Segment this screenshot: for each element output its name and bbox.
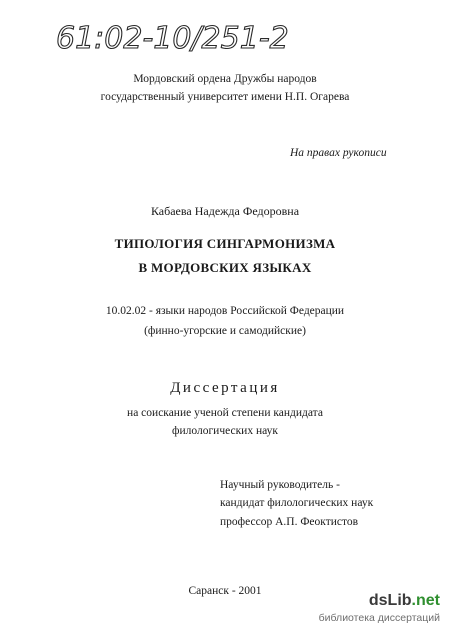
watermark-logo <box>369 592 440 610</box>
thesis-title-line-1: ТИПОЛОГИЯ СИНГАРМОНИЗМА <box>114 236 336 251</box>
advisor-degree: кандидат филологических наук <box>220 497 374 509</box>
degree-line-1: на соискание ученой степени кандидата <box>127 407 323 419</box>
watermark-net: .net <box>411 592 440 609</box>
institution-line-1: Мордовский ордена Дружбы народов <box>133 73 317 85</box>
manuscript-rights: На правах рукописи <box>290 147 387 159</box>
watermark-lib: Lib <box>387 592 412 609</box>
work-type-heading: Диссертация <box>170 380 280 396</box>
place-and-year: Саранск - 2001 <box>188 585 262 597</box>
advisor-label: Научный руководитель - <box>220 479 340 491</box>
advisor-name: профессор А.П. Феоктистов <box>220 516 359 528</box>
institution-line-2: государственный университет имени Н.П. Огарева <box>100 91 350 103</box>
watermark-ds: ds <box>368 592 388 609</box>
handwritten-code-text: 61:02-10/251-2 <box>56 21 289 56</box>
handwritten-catalog-code <box>52 16 372 56</box>
author-name: Кабаева Надежда Федоровна <box>150 204 300 218</box>
degree-line-2: филологических наук <box>172 425 278 437</box>
watermark-subtitle: библиотека диссертаций <box>318 612 440 624</box>
specialty-code: 10.02.02 - языки народов Российской Федерации <box>105 305 345 317</box>
thesis-title-line-2: В МОРДОВСКИХ ЯЗЫКАХ <box>138 260 312 275</box>
specialty-description: (финно-угорские и самодийские) <box>144 325 306 337</box>
